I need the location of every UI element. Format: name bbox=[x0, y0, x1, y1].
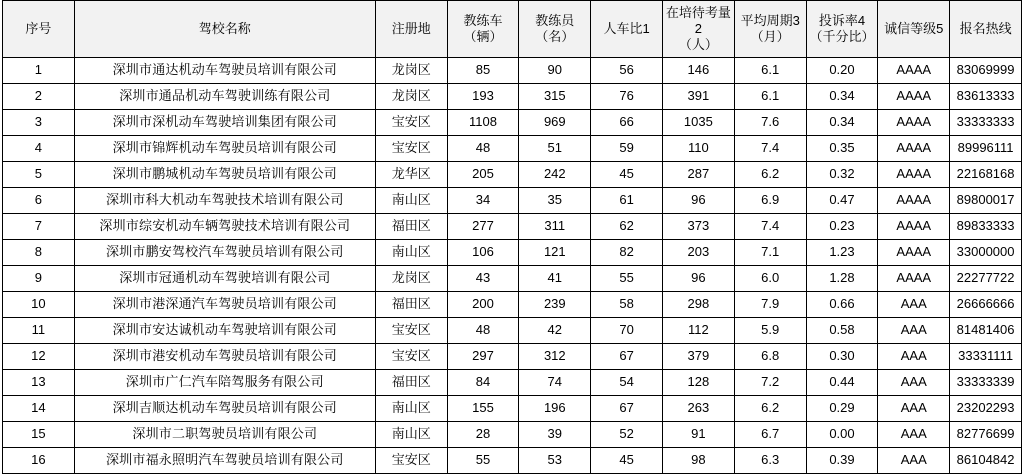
cell-credit-level: AAAA bbox=[878, 188, 950, 214]
cell-coaches: 315 bbox=[519, 84, 591, 110]
cell-complaint-rate: 0.00 bbox=[806, 422, 878, 448]
cell-coaches: 35 bbox=[519, 188, 591, 214]
cell-average-period: 7.4 bbox=[734, 214, 806, 240]
cell-index: 13 bbox=[3, 370, 75, 396]
cell-index: 4 bbox=[3, 136, 75, 162]
cell-pending-exam: 112 bbox=[662, 318, 734, 344]
cell-credit-level: AAAA bbox=[878, 136, 950, 162]
cell-average-period: 6.8 bbox=[734, 344, 806, 370]
cell-district: 龙华区 bbox=[375, 162, 447, 188]
table-row bbox=[3, 344, 1022, 370]
cell-school-name: 深圳市冠通机动车驾驶培训有限公司 bbox=[74, 266, 375, 292]
cell-coaches: 74 bbox=[519, 370, 591, 396]
cell-hotline: 33000000 bbox=[950, 240, 1022, 266]
cell-person-car-ratio: 45 bbox=[591, 162, 663, 188]
cell-credit-level: AAAA bbox=[878, 266, 950, 292]
cell-training-cars: 193 bbox=[447, 84, 519, 110]
cell-index: 5 bbox=[3, 162, 75, 188]
cell-training-cars: 55 bbox=[447, 448, 519, 474]
cell-index: 9 bbox=[3, 266, 75, 292]
cell-pending-exam: 98 bbox=[662, 448, 734, 474]
cell-credit-level: AAA bbox=[878, 318, 950, 344]
table-header bbox=[3, 1, 1022, 58]
cell-coaches: 41 bbox=[519, 266, 591, 292]
cell-complaint-rate: 0.32 bbox=[806, 162, 878, 188]
cell-coaches: 90 bbox=[519, 58, 591, 84]
cell-training-cars: 85 bbox=[447, 58, 519, 84]
cell-pending-exam: 1035 bbox=[662, 110, 734, 136]
cell-complaint-rate: 0.34 bbox=[806, 110, 878, 136]
column-header-school-name: 驾校名称 bbox=[74, 1, 375, 58]
cell-average-period: 6.2 bbox=[734, 396, 806, 422]
cell-district: 宝安区 bbox=[375, 110, 447, 136]
cell-hotline: 83069999 bbox=[950, 58, 1022, 84]
cell-index: 3 bbox=[3, 110, 75, 136]
cell-school-name: 深圳市鹏城机动车驾驶员培训有限公司 bbox=[74, 162, 375, 188]
cell-index: 11 bbox=[3, 318, 75, 344]
cell-training-cars: 155 bbox=[447, 396, 519, 422]
cell-school-name: 深圳吉顺达机动车驾驶员培训有限公司 bbox=[74, 396, 375, 422]
cell-district: 龙岗区 bbox=[375, 84, 447, 110]
cell-training-cars: 205 bbox=[447, 162, 519, 188]
cell-person-car-ratio: 67 bbox=[591, 344, 663, 370]
driving-school-table bbox=[2, 0, 1022, 474]
cell-hotline: 23202293 bbox=[950, 396, 1022, 422]
cell-school-name: 深圳市安达诚机动车驾驶培训有限公司 bbox=[74, 318, 375, 344]
cell-pending-exam: 263 bbox=[662, 396, 734, 422]
cell-index: 10 bbox=[3, 292, 75, 318]
cell-coaches: 242 bbox=[519, 162, 591, 188]
cell-index: 8 bbox=[3, 240, 75, 266]
cell-hotline: 89833333 bbox=[950, 214, 1022, 240]
cell-district: 宝安区 bbox=[375, 318, 447, 344]
cell-credit-level: AAA bbox=[878, 370, 950, 396]
cell-person-car-ratio: 54 bbox=[591, 370, 663, 396]
cell-complaint-rate: 0.20 bbox=[806, 58, 878, 84]
table-row bbox=[3, 370, 1022, 396]
cell-district: 南山区 bbox=[375, 240, 447, 266]
cell-complaint-rate: 0.66 bbox=[806, 292, 878, 318]
cell-coaches: 312 bbox=[519, 344, 591, 370]
cell-hotline: 22168168 bbox=[950, 162, 1022, 188]
cell-average-period: 5.9 bbox=[734, 318, 806, 344]
cell-pending-exam: 379 bbox=[662, 344, 734, 370]
cell-training-cars: 200 bbox=[447, 292, 519, 318]
cell-average-period: 7.6 bbox=[734, 110, 806, 136]
cell-hotline: 89800017 bbox=[950, 188, 1022, 214]
cell-school-name: 深圳市福永照明汽车驾驶员培训有限公司 bbox=[74, 448, 375, 474]
cell-coaches: 121 bbox=[519, 240, 591, 266]
cell-index: 14 bbox=[3, 396, 75, 422]
cell-complaint-rate: 0.47 bbox=[806, 188, 878, 214]
cell-credit-level: AAA bbox=[878, 422, 950, 448]
cell-average-period: 6.9 bbox=[734, 188, 806, 214]
cell-hotline: 22277722 bbox=[950, 266, 1022, 292]
cell-pending-exam: 298 bbox=[662, 292, 734, 318]
cell-district: 南山区 bbox=[375, 396, 447, 422]
cell-complaint-rate: 0.23 bbox=[806, 214, 878, 240]
cell-person-car-ratio: 82 bbox=[591, 240, 663, 266]
cell-district: 龙岗区 bbox=[375, 266, 447, 292]
cell-hotline: 86104842 bbox=[950, 448, 1022, 474]
table-row bbox=[3, 396, 1022, 422]
column-header-hotline: 报名热线 bbox=[950, 1, 1022, 58]
cell-school-name: 深圳市鹏安驾校汽车驾驶员培训有限公司 bbox=[74, 240, 375, 266]
cell-coaches: 39 bbox=[519, 422, 591, 448]
cell-school-name: 深圳市港安机动车驾驶员培训有限公司 bbox=[74, 344, 375, 370]
cell-pending-exam: 96 bbox=[662, 266, 734, 292]
cell-credit-level: AAA bbox=[878, 292, 950, 318]
cell-district: 南山区 bbox=[375, 422, 447, 448]
cell-complaint-rate: 1.23 bbox=[806, 240, 878, 266]
cell-school-name: 深圳市通品机动车驾驶训练有限公司 bbox=[74, 84, 375, 110]
cell-index: 6 bbox=[3, 188, 75, 214]
table-row bbox=[3, 240, 1022, 266]
cell-hotline: 33331111 bbox=[950, 344, 1022, 370]
cell-hotline: 33333339 bbox=[950, 370, 1022, 396]
cell-pending-exam: 287 bbox=[662, 162, 734, 188]
column-header-person-car-ratio: 人车比1 bbox=[591, 1, 663, 58]
cell-school-name: 深圳市综安机动车辆驾驶技术培训有限公司 bbox=[74, 214, 375, 240]
cell-hotline: 83613333 bbox=[950, 84, 1022, 110]
cell-average-period: 6.2 bbox=[734, 162, 806, 188]
cell-pending-exam: 96 bbox=[662, 188, 734, 214]
cell-district: 南山区 bbox=[375, 188, 447, 214]
table-row bbox=[3, 292, 1022, 318]
cell-pending-exam: 128 bbox=[662, 370, 734, 396]
cell-credit-level: AAAA bbox=[878, 58, 950, 84]
cell-training-cars: 297 bbox=[447, 344, 519, 370]
cell-training-cars: 48 bbox=[447, 318, 519, 344]
cell-person-car-ratio: 55 bbox=[591, 266, 663, 292]
cell-index: 15 bbox=[3, 422, 75, 448]
cell-hotline: 81481406 bbox=[950, 318, 1022, 344]
cell-hotline: 26666666 bbox=[950, 292, 1022, 318]
cell-complaint-rate: 0.30 bbox=[806, 344, 878, 370]
table-row bbox=[3, 318, 1022, 344]
cell-coaches: 239 bbox=[519, 292, 591, 318]
cell-training-cars: 106 bbox=[447, 240, 519, 266]
cell-school-name: 深圳市通达机动车驾驶员培训有限公司 bbox=[74, 58, 375, 84]
cell-index: 1 bbox=[3, 58, 75, 84]
cell-pending-exam: 110 bbox=[662, 136, 734, 162]
table-row bbox=[3, 188, 1022, 214]
cell-credit-level: AAAA bbox=[878, 162, 950, 188]
cell-coaches: 51 bbox=[519, 136, 591, 162]
cell-credit-level: AAAA bbox=[878, 110, 950, 136]
table-row bbox=[3, 136, 1022, 162]
cell-complaint-rate: 0.44 bbox=[806, 370, 878, 396]
cell-complaint-rate: 0.29 bbox=[806, 396, 878, 422]
cell-average-period: 6.1 bbox=[734, 84, 806, 110]
cell-person-car-ratio: 76 bbox=[591, 84, 663, 110]
cell-coaches: 42 bbox=[519, 318, 591, 344]
cell-school-name: 深圳市二职驾驶员培训有限公司 bbox=[74, 422, 375, 448]
cell-credit-level: AAA bbox=[878, 396, 950, 422]
cell-person-car-ratio: 67 bbox=[591, 396, 663, 422]
cell-average-period: 7.2 bbox=[734, 370, 806, 396]
cell-complaint-rate: 0.35 bbox=[806, 136, 878, 162]
cell-average-period: 6.7 bbox=[734, 422, 806, 448]
column-header-district: 注册地 bbox=[375, 1, 447, 58]
cell-index: 16 bbox=[3, 448, 75, 474]
column-header-training-cars: 教练车 （辆） bbox=[447, 1, 519, 58]
cell-average-period: 6.3 bbox=[734, 448, 806, 474]
cell-school-name: 深圳市锦辉机动车驾驶员培训有限公司 bbox=[74, 136, 375, 162]
cell-district: 宝安区 bbox=[375, 344, 447, 370]
cell-district: 宝安区 bbox=[375, 448, 447, 474]
cell-pending-exam: 391 bbox=[662, 84, 734, 110]
column-header-credit-level: 诚信等级5 bbox=[878, 1, 950, 58]
cell-training-cars: 28 bbox=[447, 422, 519, 448]
cell-coaches: 311 bbox=[519, 214, 591, 240]
cell-complaint-rate: 1.28 bbox=[806, 266, 878, 292]
cell-training-cars: 277 bbox=[447, 214, 519, 240]
cell-person-car-ratio: 61 bbox=[591, 188, 663, 214]
cell-person-car-ratio: 70 bbox=[591, 318, 663, 344]
cell-district: 福田区 bbox=[375, 292, 447, 318]
cell-training-cars: 43 bbox=[447, 266, 519, 292]
cell-district: 福田区 bbox=[375, 214, 447, 240]
cell-complaint-rate: 0.58 bbox=[806, 318, 878, 344]
table-row bbox=[3, 162, 1022, 188]
table-body bbox=[3, 58, 1022, 474]
cell-coaches: 53 bbox=[519, 448, 591, 474]
cell-training-cars: 48 bbox=[447, 136, 519, 162]
cell-person-car-ratio: 56 bbox=[591, 58, 663, 84]
table-row bbox=[3, 58, 1022, 84]
column-header-average-period: 平均周期3 （月） bbox=[734, 1, 806, 58]
table-row bbox=[3, 110, 1022, 136]
cell-index: 7 bbox=[3, 214, 75, 240]
cell-person-car-ratio: 62 bbox=[591, 214, 663, 240]
cell-school-name: 深圳市深机动车驾驶培训集团有限公司 bbox=[74, 110, 375, 136]
column-header-index: 序号 bbox=[3, 1, 75, 58]
table-row bbox=[3, 214, 1022, 240]
cell-district: 龙岗区 bbox=[375, 58, 447, 84]
cell-credit-level: AAAA bbox=[878, 240, 950, 266]
cell-district: 宝安区 bbox=[375, 136, 447, 162]
column-header-coaches: 教练员 （名） bbox=[519, 1, 591, 58]
cell-school-name: 深圳市科大机动车驾驶技术培训有限公司 bbox=[74, 188, 375, 214]
cell-complaint-rate: 0.34 bbox=[806, 84, 878, 110]
cell-credit-level: AAAA bbox=[878, 84, 950, 110]
cell-complaint-rate: 0.39 bbox=[806, 448, 878, 474]
cell-coaches: 969 bbox=[519, 110, 591, 136]
cell-average-period: 7.9 bbox=[734, 292, 806, 318]
cell-hotline: 89996111 bbox=[950, 136, 1022, 162]
cell-hotline: 82776699 bbox=[950, 422, 1022, 448]
table-row bbox=[3, 84, 1022, 110]
cell-training-cars: 1108 bbox=[447, 110, 519, 136]
cell-district: 福田区 bbox=[375, 370, 447, 396]
table-header-row bbox=[3, 1, 1022, 58]
cell-person-car-ratio: 59 bbox=[591, 136, 663, 162]
table-row bbox=[3, 266, 1022, 292]
table-row bbox=[3, 422, 1022, 448]
cell-person-car-ratio: 52 bbox=[591, 422, 663, 448]
cell-training-cars: 84 bbox=[447, 370, 519, 396]
cell-pending-exam: 373 bbox=[662, 214, 734, 240]
cell-average-period: 6.1 bbox=[734, 58, 806, 84]
column-header-complaint-rate: 投诉率4 （千分比） bbox=[806, 1, 878, 58]
cell-pending-exam: 203 bbox=[662, 240, 734, 266]
cell-credit-level: AAA bbox=[878, 344, 950, 370]
cell-pending-exam: 91 bbox=[662, 422, 734, 448]
cell-average-period: 7.4 bbox=[734, 136, 806, 162]
cell-hotline: 33333333 bbox=[950, 110, 1022, 136]
cell-person-car-ratio: 66 bbox=[591, 110, 663, 136]
cell-school-name: 深圳市港深通汽车驾驶员培训有限公司 bbox=[74, 292, 375, 318]
cell-school-name: 深圳市广仁汽车陪驾服务有限公司 bbox=[74, 370, 375, 396]
column-header-pending-exam: 在培待考量2 （人） bbox=[662, 1, 734, 58]
cell-pending-exam: 146 bbox=[662, 58, 734, 84]
cell-index: 2 bbox=[3, 84, 75, 110]
cell-average-period: 6.0 bbox=[734, 266, 806, 292]
cell-person-car-ratio: 45 bbox=[591, 448, 663, 474]
cell-credit-level: AAA bbox=[878, 448, 950, 474]
cell-credit-level: AAAA bbox=[878, 214, 950, 240]
cell-average-period: 7.1 bbox=[734, 240, 806, 266]
cell-index: 12 bbox=[3, 344, 75, 370]
cell-coaches: 196 bbox=[519, 396, 591, 422]
cell-training-cars: 34 bbox=[447, 188, 519, 214]
cell-person-car-ratio: 58 bbox=[591, 292, 663, 318]
